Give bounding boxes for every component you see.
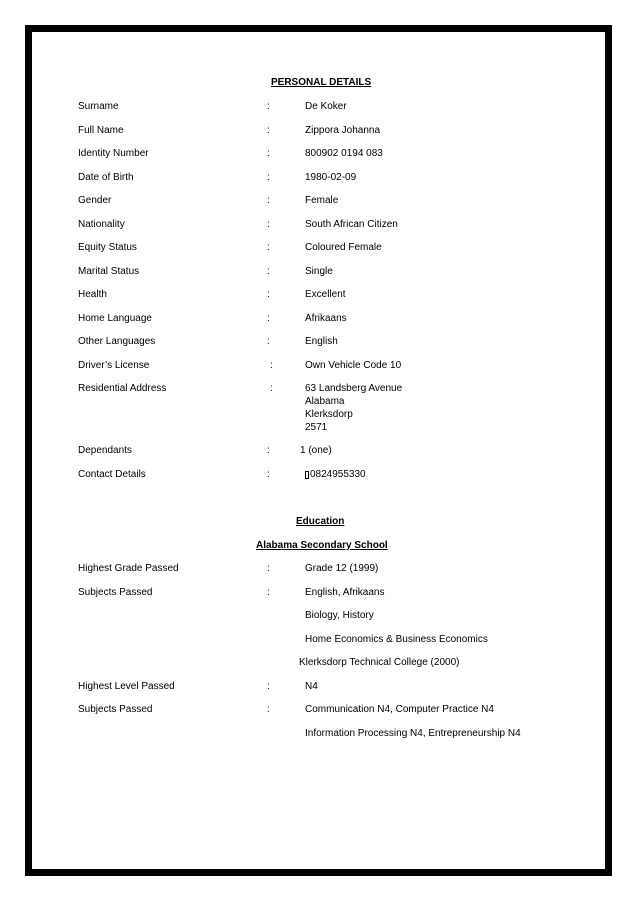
highest-grade-colon: :: [267, 563, 270, 574]
college-subjects-line-2: Information Processing N4, Entrepreneurship N4: [305, 728, 521, 739]
health-label: Health: [78, 289, 107, 300]
dependants-colon: :: [267, 445, 270, 456]
phone-icon: [305, 471, 309, 479]
education-heading: Education: [296, 516, 345, 527]
residential-address-label: Residential Address: [78, 383, 167, 394]
college-subjects-colon: :: [267, 704, 270, 715]
home-language-label: Home Language: [78, 313, 152, 324]
gender-colon: :: [267, 195, 270, 206]
college-subjects-label: Subjects Passed: [78, 704, 153, 715]
surname-colon: :: [267, 101, 270, 112]
drivers-license-label: Driver’s License: [78, 360, 150, 371]
highest-grade-value: Grade 12 (1999): [305, 563, 379, 574]
marital-status-label: Marital Status: [78, 266, 140, 277]
residential-address-colon: :: [270, 383, 273, 394]
date-of-birth-label: Date of Birth: [78, 172, 134, 183]
contact-details-value: 0824955330: [310, 469, 366, 480]
health-value: Excellent: [305, 289, 346, 300]
drivers-license-colon: :: [270, 360, 273, 371]
health-colon: :: [267, 289, 270, 300]
address-line-postcode: 2571: [305, 422, 328, 433]
subjects-passed-label: Subjects Passed: [78, 587, 153, 598]
other-languages-value: English: [305, 336, 338, 347]
subjects-line-3: Home Economics & Business Economics: [305, 634, 488, 645]
highest-level-value: N4: [305, 681, 318, 692]
full-name-value: Zippora Johanna: [305, 125, 381, 136]
surname-value: De Koker: [305, 101, 347, 112]
surname-label: Surname: [78, 101, 119, 112]
address-line-city: Klerksdorp: [305, 409, 353, 420]
contact-details-value-group: [305, 469, 366, 481]
home-language-colon: :: [267, 313, 270, 324]
address-line-street: 63 Landsberg Avenue: [305, 383, 403, 394]
equity-status-colon: :: [267, 242, 270, 253]
identity-number-colon: :: [267, 148, 270, 159]
equity-status-label: Equity Status: [78, 242, 137, 253]
subjects-passed-colon: :: [267, 587, 270, 598]
highest-grade-label: Highest Grade Passed: [78, 563, 179, 574]
date-of-birth-colon: :: [267, 172, 270, 183]
marital-status-colon: :: [267, 266, 270, 277]
college-line: Klerksdorp Technical College (2000): [299, 657, 460, 668]
date-of-birth-value: 1980-02-09: [305, 172, 357, 183]
equity-status-value: Coloured Female: [305, 242, 382, 253]
college-subjects-line-1: Communication N4, Computer Practice N4: [305, 704, 494, 715]
nationality-colon: :: [267, 219, 270, 230]
other-languages-label: Other Languages: [78, 336, 156, 347]
dependants-label: Dependants: [78, 445, 132, 456]
subjects-line-2: Biology, History: [305, 610, 374, 621]
address-line-suburb: Alabama: [305, 396, 345, 407]
gender-value: Female: [305, 195, 339, 206]
gender-label: Gender: [78, 195, 112, 206]
nationality-value: South African Citizen: [305, 219, 398, 230]
school-heading: Alabama Secondary School: [256, 540, 388, 551]
dependants-value: 1 (one): [300, 445, 332, 456]
highest-level-colon: :: [267, 681, 270, 692]
drivers-license-value: Own Vehicle Code 10: [305, 360, 402, 371]
highest-level-label: Highest Level Passed: [78, 681, 175, 692]
full-name-colon: :: [267, 125, 270, 136]
personal-details-heading: PERSONAL DETAILS: [271, 77, 372, 88]
contact-details-label: Contact Details: [78, 469, 146, 480]
other-languages-colon: :: [267, 336, 270, 347]
full-name-label: Full Name: [78, 125, 124, 136]
identity-number-value: 800902 0194 083: [305, 148, 383, 159]
marital-status-value: Single: [305, 266, 333, 277]
subjects-line-1: English, Afrikaans: [305, 587, 385, 598]
nationality-label: Nationality: [78, 219, 125, 230]
identity-number-label: Identity Number: [78, 148, 149, 159]
home-language-value: Afrikaans: [305, 313, 347, 324]
contact-details-colon: :: [267, 469, 270, 480]
